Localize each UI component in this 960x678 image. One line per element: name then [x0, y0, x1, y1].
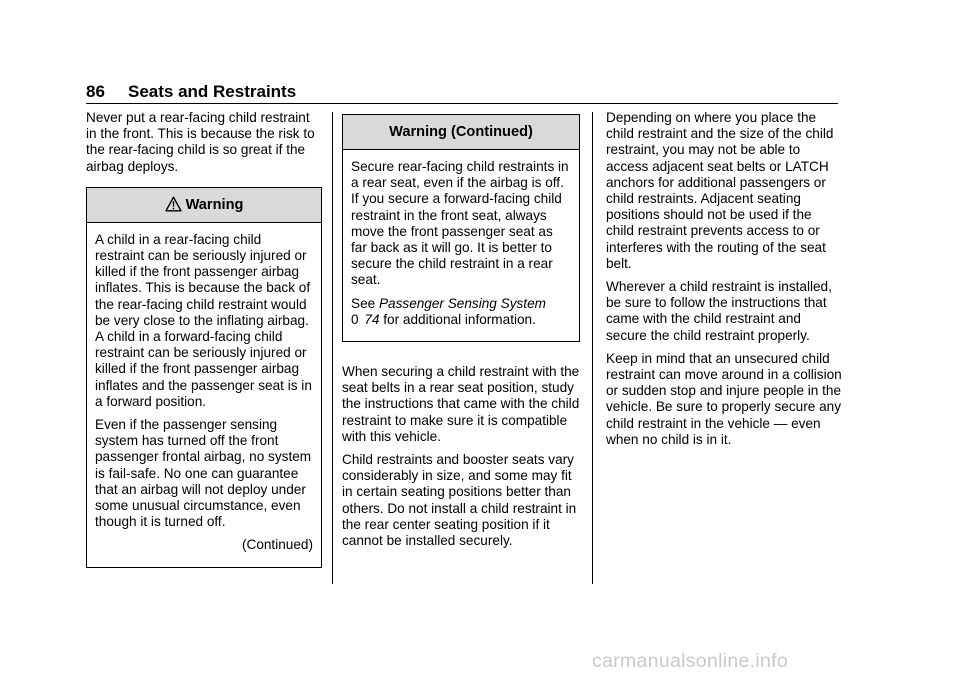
warning-header [87, 188, 321, 223]
warning-continued-body [343, 150, 579, 341]
page-reference-icon: 0 [351, 311, 359, 327]
page-number: 86 [86, 82, 105, 101]
warning-continued-box [342, 114, 580, 342]
body-paragraph-2: Child restraints and booster seats vary considerably in size, and some may fit in certain seating positions better than others. Do not install a child restraint in the rear center seating position if it cannot be installed securely. [342, 452, 577, 549]
column-3 [606, 110, 842, 455]
warning-paragraph-2: Even if the passenger sensing system has turned off the front passenger frontal airbag, no system is fail-safe. No one can guarantee that an airbag will not deploy under some unusual circumstance, even though it is turned off. [95, 417, 312, 530]
column-divider-2 [592, 112, 593, 584]
see-suffix: for additional information. [383, 311, 536, 327]
column-divider-1 [332, 112, 333, 584]
warning-body [87, 223, 321, 567]
warning-paragraph-1: A child in a rear-facing child restraint can be seriously injured or killed if the front passenger airbag inflates. This is because the back of the rear-facing child restraint would be very close to the inflating airbag. A child in a forward-facing child restraint can be seriously injured or killed if the front passenger airbag inflates and the passenger seat is in a forward position. [95, 231, 312, 409]
body-paragraph-4: Wherever a child restraint is installed, be sure to follow the instructions that came with the child restraint and secure the child restraint properly. [606, 279, 832, 343]
see-prefix: See [351, 295, 376, 311]
see-reference [351, 296, 571, 328]
header-rule [86, 103, 838, 104]
body-paragraph-1: When securing a child restraint with the seat belts in a rear seat position, study the instructions that came with the child restraint to make sure it is compatible with this vehicle. [342, 364, 580, 444]
warning-continued-header: Warning (Continued) [343, 115, 579, 150]
column-2 [342, 110, 580, 556]
section-title: Seats and Restraints [128, 82, 297, 101]
body-paragraph-3: Depending on where you place the child restraint and the size of the child restraint, you may not be able to access adjacent seat belts or LATCH anchors for additional passengers or child restraints. Adjacent seating positions should not be used if the child restraint prevents access to or interferes with the routing of the seat belt. [606, 110, 834, 271]
page-reference-number[interactable]: 74 [364, 311, 380, 327]
watermark: carmanualsonline.info [592, 650, 788, 672]
warning-triangle-icon [165, 191, 182, 225]
page-header [86, 82, 838, 102]
intro-paragraph: Never put a rear-facing child restraint in the front. This is because the risk to the rear-facing child is so great if the airbag deploys. [86, 110, 315, 174]
continued-label: (Continued) [241, 537, 313, 553]
warning-continued-paragraph: Secure rear-facing child restraints in a rear seat, even if the airbag is off. If you secure a forward-facing child restraint in the front seat, always move the front passenger seat as far back as it will go. It is better to secure the child restraint in a rear seat. [351, 159, 569, 288]
warning-box [86, 187, 322, 568]
passenger-sensing-link[interactable]: Passenger Sensing System [378, 295, 546, 311]
column-1 [86, 110, 322, 568]
warning-title: Warning [185, 196, 244, 213]
body-paragraph-5: Keep in mind that an unsecured child restraint can move around in a collision or sudden stop and injure people in the vehicle. Be sure to properly secure any child restraint in the vehicle — even when no child is in it. [606, 350, 842, 447]
